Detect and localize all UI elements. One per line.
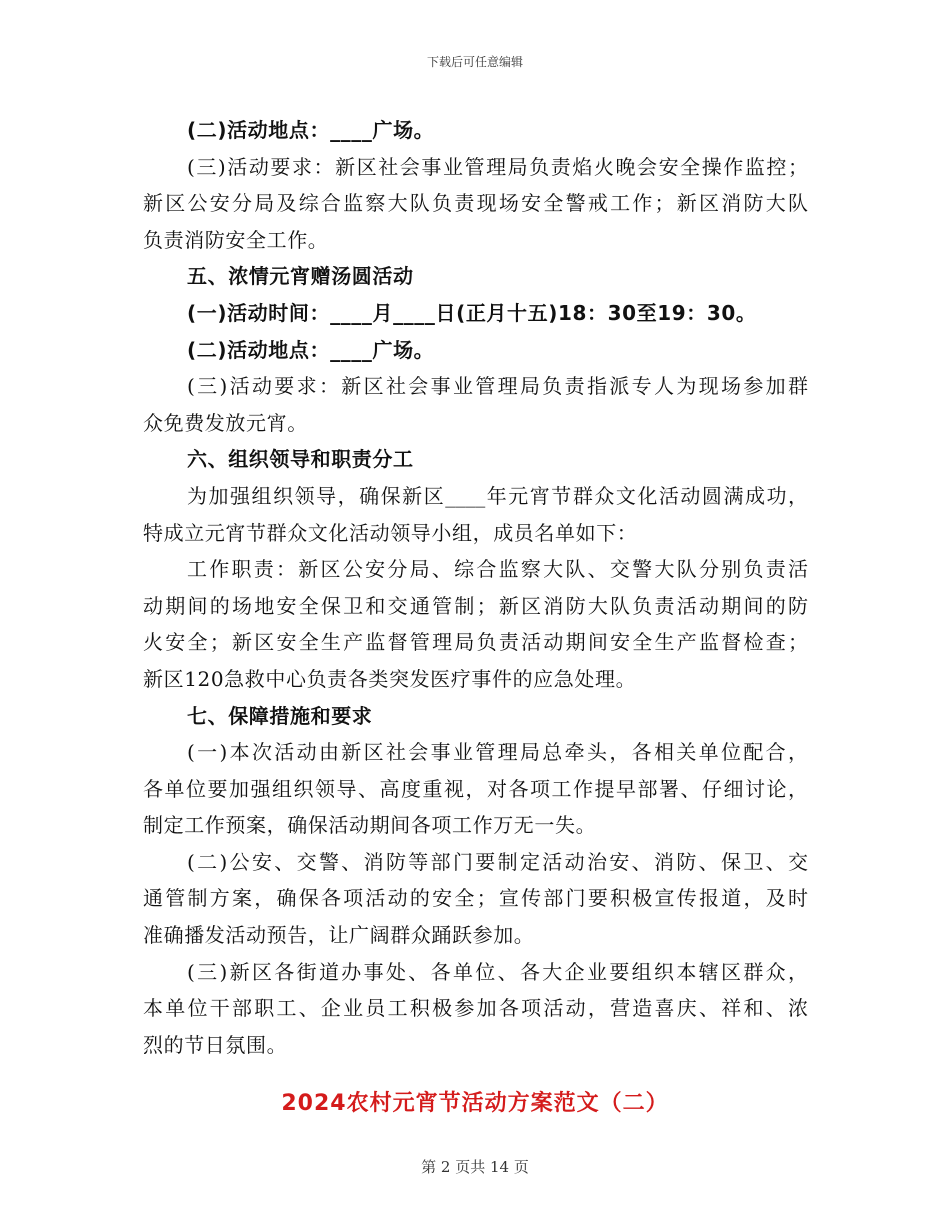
heading-line: (一)活动时间：____月____日(正月十五)18：30至19：30。 xyxy=(187,300,757,325)
text-line: 制定工作预案，确保活动期间各项工作万无一失。 xyxy=(143,813,597,838)
heading-line: 六、组织领导和职责分工 xyxy=(187,447,414,472)
text-line: (三)活动要求：新区社会事业管理局负责焰火晚会安全操作监控； xyxy=(187,154,808,179)
text-line: 通管制方案，确保各项活动的安全；宣传部门要积极宣传报道，及时 xyxy=(143,886,808,911)
text-line: 本单位干部职工、企业员工积极参加各项活动，营造喜庆、祥和、浓 xyxy=(143,996,808,1021)
text-line: (三)活动要求：新区社会事业管理局负责指派专人为现场参加群 xyxy=(187,374,808,399)
heading-line: 七、保障措施和要求 xyxy=(187,703,373,728)
heading-line: (二)活动地点：____广场。 xyxy=(187,118,435,142)
text-line: 动期间的场地安全保卫和交通管制；新区消防大队负责活动期间的防 xyxy=(143,593,808,618)
heading-line: (二)活动地点：____广场。 xyxy=(187,337,435,362)
text-line: 准确播发活动预告，让广阔群众踊跃参加。 xyxy=(143,923,535,948)
text-line: 特成立元宵节群众文化活动领导小组，成员名单如下： xyxy=(143,520,638,545)
text-line: 工作职责：新区公安分局、综合监察大队、交警大队分别负责活 xyxy=(187,557,808,582)
text-line: 新区120急救中心负责各类突发医疗事件的应急处理。 xyxy=(143,666,637,691)
text-line: 各单位要加强组织领导、高度重视，对各项工作提早部署、仔细讨论， xyxy=(143,776,808,801)
text-line: (三)新区各街道办事处、各单位、各大企业要组织本辖区群众， xyxy=(187,959,808,984)
text-line: 为加强组织领导，确保新区____年元宵节群众文化活动圆满成功， xyxy=(187,483,808,508)
page-header: 下载后可任意编辑 xyxy=(426,55,523,69)
text-line: 众免费发放元宵。 xyxy=(143,410,308,435)
heading-line: 五、浓情元宵赠汤圆活动 xyxy=(187,264,414,289)
text-line: (一)本次活动由新区社会事业管理局总牵头，各相关单位配合， xyxy=(187,740,808,765)
section-title: 2024农村元宵节活动方案范文（二） xyxy=(281,1091,669,1116)
page-footer: 第 2 页共 14 页 xyxy=(421,1158,529,1176)
text-line: 负责消防安全工作。 xyxy=(143,227,329,252)
text-line: 烈的节日氛围。 xyxy=(143,1032,288,1057)
text-line: 新区公安分局及综合监察大队负责现场安全警戒工作；新区消防大队 xyxy=(143,191,808,216)
text-line: (二)公安、交警、消防等部门要制定活动治安、消防、保卫、交 xyxy=(187,849,808,874)
document-body xyxy=(143,112,808,1063)
text-line: 火安全；新区安全生产监督管理局负责活动期间安全生产监督检查； xyxy=(143,630,808,655)
